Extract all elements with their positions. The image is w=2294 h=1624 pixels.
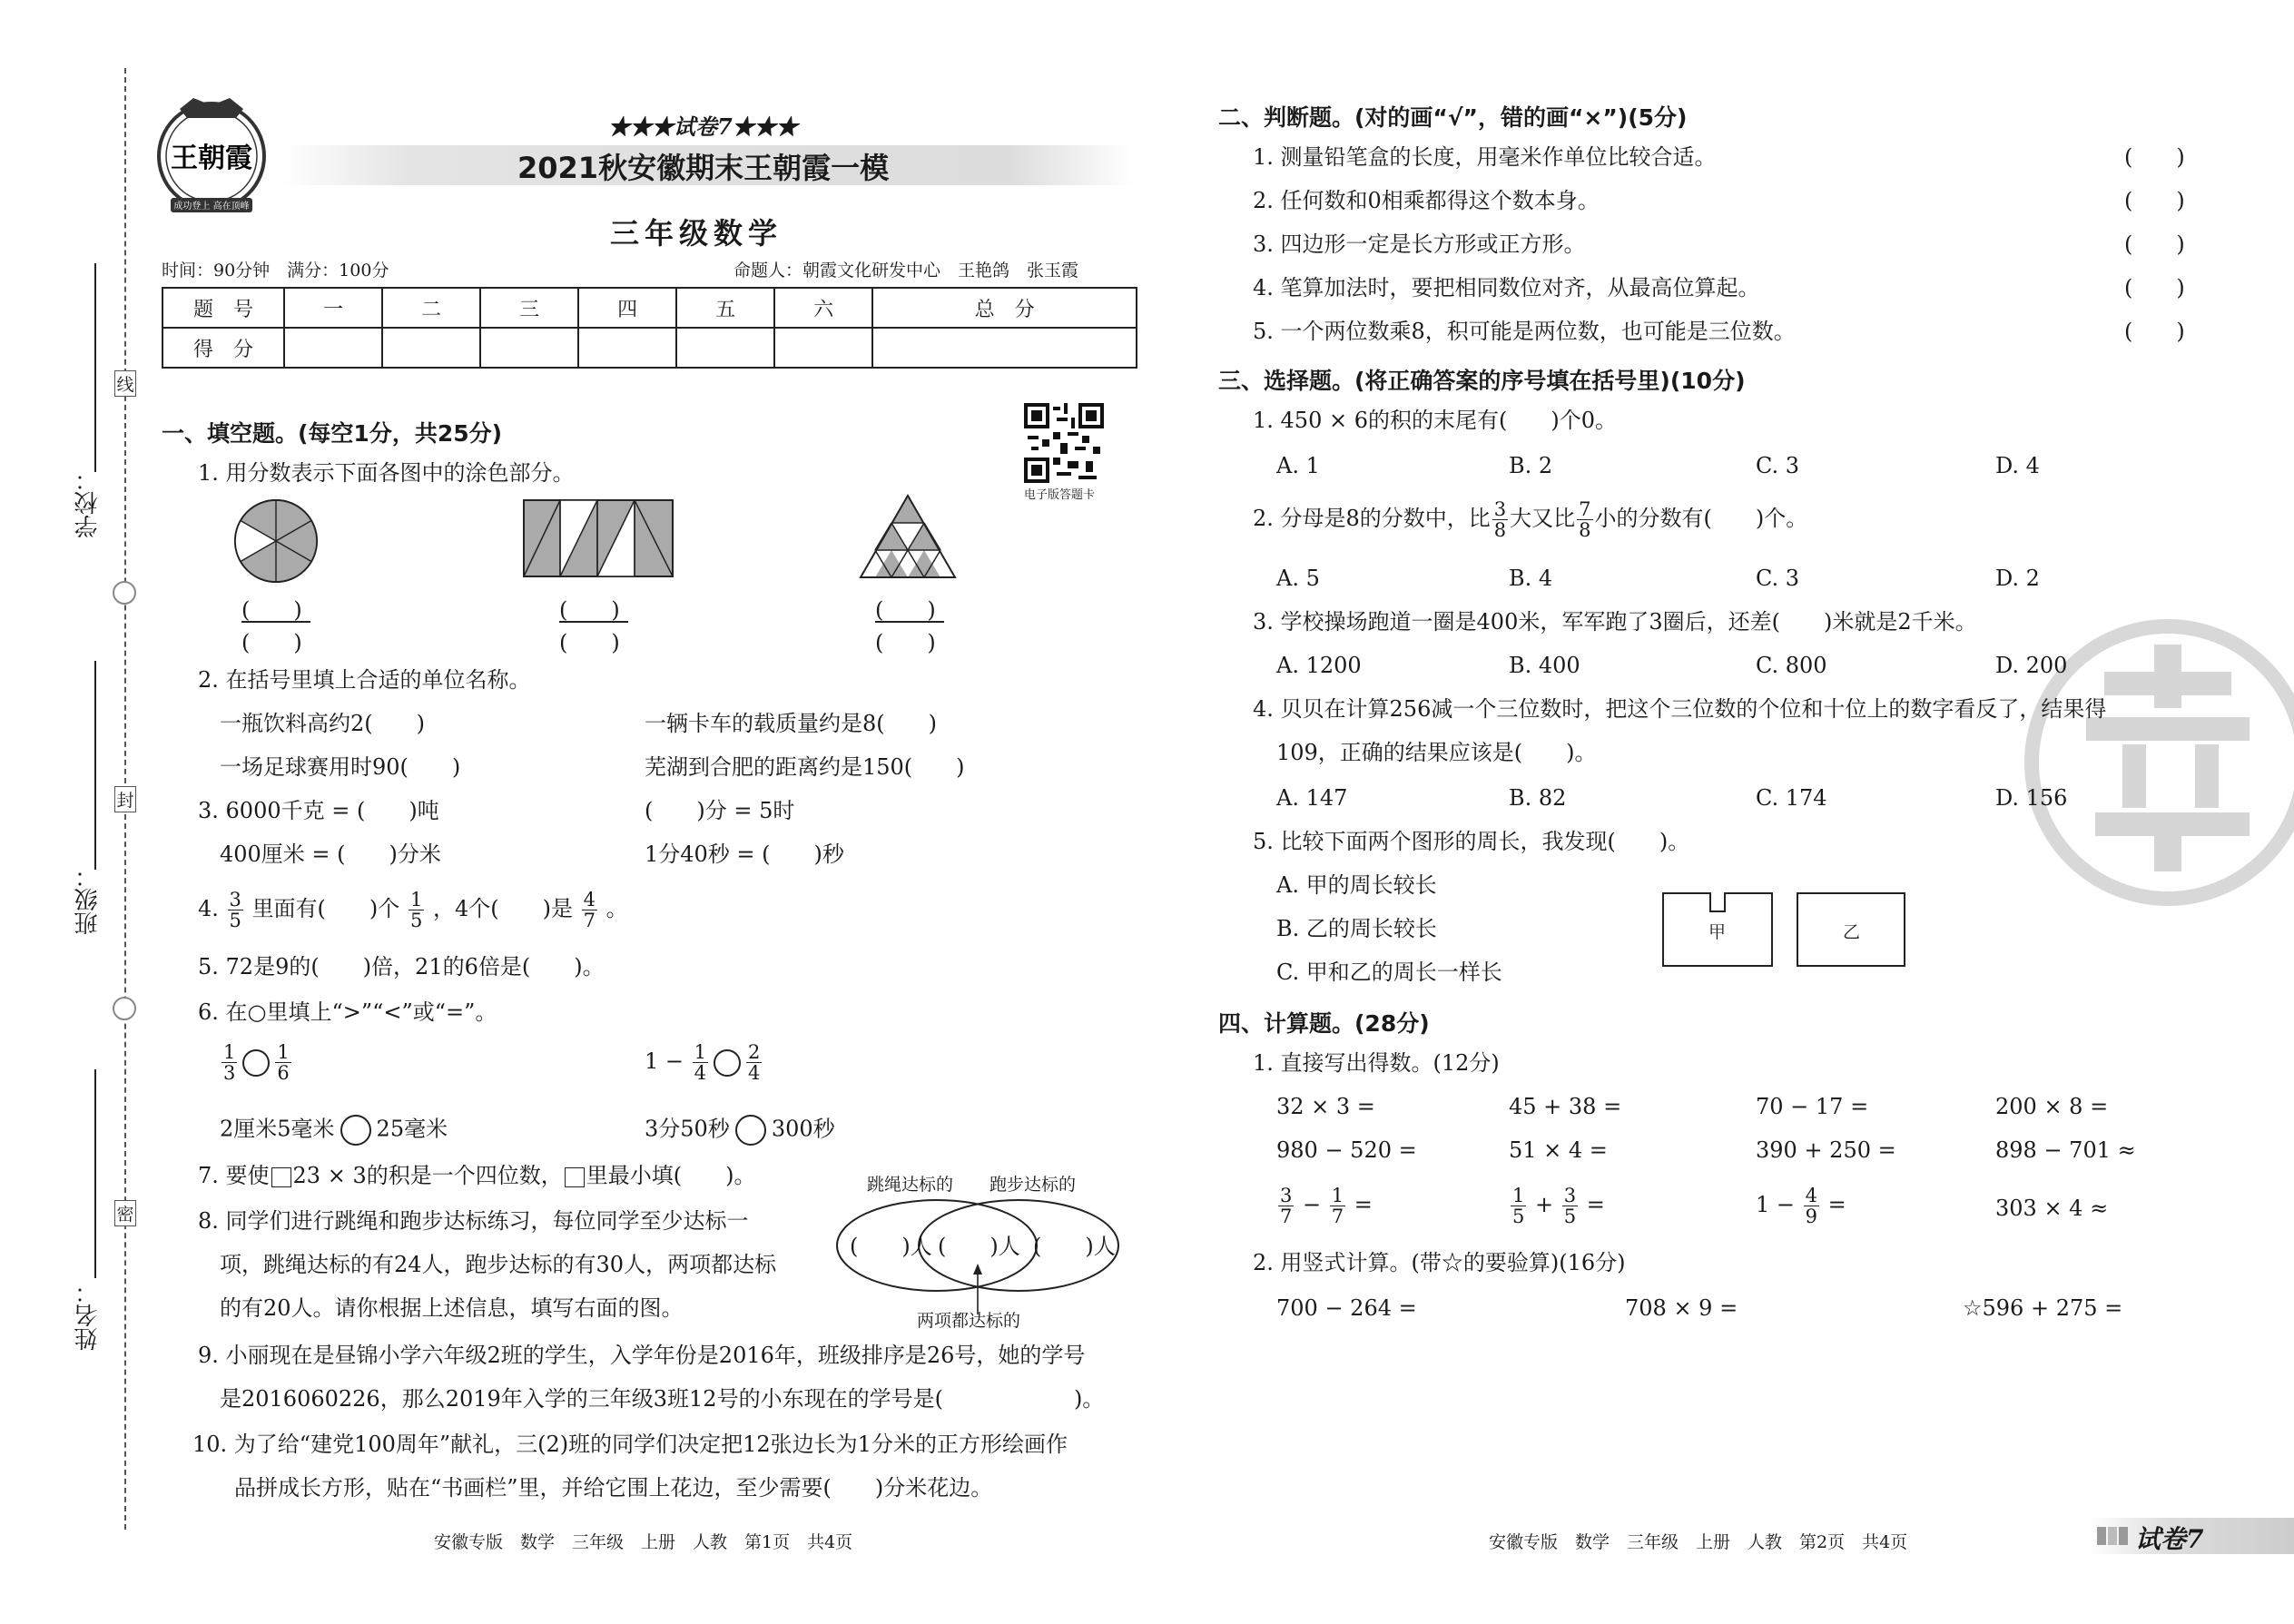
section4-title: 四、计算题。(28分)	[1218, 1010, 1430, 1037]
qr-caption: 电子版答题卡	[1024, 488, 1096, 502]
compare-circle[interactable]	[714, 1049, 741, 1077]
s3-option[interactable]: B. 400	[1509, 653, 1580, 678]
q2-text: 小的分数有( )个。	[1594, 506, 1808, 531]
s3-option[interactable]: C. 174	[1756, 785, 1827, 811]
footer-left: 安徽专版 数学 三年级 上册 人教 第1页 共4页	[434, 1532, 853, 1552]
fraction-line	[241, 621, 310, 623]
compare-left: 3分50秒	[645, 1116, 730, 1142]
s3-q1[interactable]: 1. 450 × 6的积的末尾有( )个0。	[1253, 408, 1617, 433]
s1-q2d[interactable]: 芜湖到合肥的距离约是150( )	[645, 754, 965, 780]
vertical-calc-item[interactable]: 708 × 9 =	[1625, 1295, 1738, 1321]
logo-emblem	[153, 91, 271, 218]
s1-q2: 2. 在括号里填上合适的单位名称。	[198, 667, 531, 693]
score-cell: 三	[480, 288, 578, 328]
triangle-figure	[859, 494, 957, 579]
series-label: ★★★试卷7★★★	[608, 113, 798, 140]
s1-q10-line2[interactable]: 品拼成长方形，贴在“书画栏”里，并给它围上花边，至少需要( )分米花边。	[234, 1475, 993, 1501]
vertical-calc-item[interactable]: 700 − 264 =	[1276, 1295, 1417, 1321]
shape-a-label: 甲	[1708, 922, 1727, 942]
q4-number: 4.	[198, 896, 219, 921]
score-cell: 五	[676, 288, 774, 328]
perimeter-shapes	[1661, 890, 1906, 969]
venn-right-label: 跑步达标的	[989, 1175, 1077, 1195]
class-underline	[94, 661, 96, 870]
s4-q2: 2. 用竖式计算。(带☆的要验算)(16分)	[1253, 1250, 1626, 1275]
q2-text: 大又比	[1510, 506, 1576, 531]
section2-title: 二、判断题。(对的画“√”，错的画“×”)(5分)	[1218, 104, 1688, 131]
answer-denominator[interactable]: ( )	[875, 630, 936, 655]
fraction: $\frac{7}{8}$	[1579, 498, 1591, 541]
compare-left: 2厘米5毫米	[220, 1116, 335, 1142]
compare-circle[interactable]	[242, 1049, 270, 1077]
venn-bottom-label: 两项都达标的	[917, 1311, 1021, 1331]
s3-option[interactable]: C. 3	[1756, 566, 1800, 591]
answer-numerator[interactable]: ( )	[559, 597, 620, 623]
fraction: $\frac{3}{7}$	[1280, 1185, 1293, 1227]
score-table-score-row	[162, 328, 1137, 368]
venn-left-cell[interactable]: ( )人	[850, 1234, 932, 1259]
q4-text: ，4个( )是	[432, 896, 573, 921]
s3-option[interactable]: B. 乙的周长较长	[1276, 916, 1437, 941]
s1-q8-line1: 8. 同学们进行跳绳和跑步达标练习，每位同学至少达标一	[198, 1208, 749, 1234]
calc-item[interactable]: 200 × 8 =	[1995, 1094, 2109, 1119]
s1-q8-line2: 项，跳绳达标的有24人，跑步达标的有30人，两项都达标	[220, 1252, 777, 1277]
name-label: 姓名：	[74, 1280, 102, 1351]
s3-q4-line1: 4. 贝贝在计算256减一个三位数时，把这个三位数的个位和十位上的数字看反了，结果得	[1253, 696, 2107, 722]
q7-text: 7. 要使	[198, 1163, 270, 1188]
s3-q2[interactable]	[1253, 499, 1807, 540]
fraction: $\frac{3}{5}$	[229, 889, 241, 931]
s1-q1: 1. 用分数表示下面各图中的涂色部分。	[198, 460, 575, 486]
s3-option[interactable]: B. 4	[1509, 566, 1553, 591]
fraction: $\frac{2}{4}$	[748, 1041, 761, 1084]
score-input-cell[interactable]	[382, 328, 480, 368]
s1-q4[interactable]	[198, 890, 628, 930]
s3-option[interactable]: C. 3	[1756, 453, 1800, 478]
answer-denominator[interactable]: ( )	[241, 630, 302, 655]
calc-item[interactable]	[1756, 1186, 1846, 1226]
section3-title: 三、选择题。(将正确答案的序号填在括号里)(10分)	[1218, 368, 1746, 394]
s1-q7[interactable]	[198, 1162, 755, 1189]
s2-item: 5. 一个两位数乘8，积可能是两位数，也可能是三位数。	[1253, 319, 1796, 344]
s1-q3c[interactable]: 400厘米 = ( )分米	[220, 842, 441, 867]
s3-option[interactable]: A. 1200	[1276, 653, 1362, 678]
blank-square	[271, 1167, 291, 1187]
s3-option[interactable]: B. 2	[1509, 453, 1553, 478]
s3-option[interactable]: B. 82	[1509, 785, 1567, 811]
authors: 命题人：朝霞文化研发中心 王艳鸽 张玉霞	[733, 261, 1079, 281]
footer-badge: 试卷7	[2135, 1524, 2204, 1554]
s1-q6d[interactable]	[645, 1115, 835, 1146]
s2-item: 2. 任何数和0相乘都得这个数本身。	[1253, 188, 1600, 213]
calc-item[interactable]: 45 + 38 =	[1509, 1094, 1622, 1119]
s3-option[interactable]: A. 1	[1276, 453, 1320, 478]
fraction: $\frac{1}{5}$	[1512, 1185, 1525, 1227]
score-cell: 二	[382, 288, 480, 328]
q4-text: 。	[605, 896, 628, 921]
school-underline	[94, 263, 96, 472]
s1-q6c[interactable]	[220, 1115, 448, 1146]
q4-text: 里面有( )个	[251, 896, 400, 921]
score-cell: 一	[284, 288, 382, 328]
s1-q3b[interactable]: ( )分 = 5时	[645, 798, 795, 823]
s1-q2b[interactable]: 一辆卡车的载质量约是8( )	[645, 711, 937, 736]
s1-q9-line1: 9. 小丽现在是昼锦小学六年级2班的学生，入学年份是2016年，班级排序是26号，她的学号	[198, 1343, 1086, 1368]
circle-figure	[232, 497, 320, 585]
s3-option[interactable]: C. 800	[1756, 653, 1827, 678]
venn-middle-cell[interactable]: ( )人	[938, 1234, 1020, 1259]
calc-item[interactable]	[1276, 1186, 1373, 1226]
s4-q1: 1. 直接写出得数。(12分)	[1253, 1050, 1500, 1076]
venn-left-label: 跳绳达标的	[867, 1175, 954, 1195]
q7-text: 里最小填( )。	[586, 1163, 756, 1188]
binding-dot-icon	[113, 997, 136, 1020]
fraction: $\frac{1}{4}$	[694, 1041, 707, 1084]
calc-item[interactable]: 51 × 4 =	[1509, 1137, 1608, 1163]
s2-item: 1. 测量铅笔盒的长度，用毫米作单位比较合适。	[1253, 144, 1717, 170]
class-label: 班级：	[74, 864, 102, 935]
fraction: $\frac{3}{8}$	[1493, 498, 1507, 541]
operator: +	[1535, 1192, 1554, 1217]
score-cell: 题 号	[162, 288, 284, 328]
logo-motto: 成功登上 高在顶峰	[173, 202, 250, 212]
s3-q5[interactable]: 5. 比较下面两个图形的周长，我发现( )。	[1253, 829, 1690, 854]
answer-numerator[interactable]: ( )	[875, 597, 936, 623]
fraction: $\frac{1}{7}$	[1331, 1185, 1344, 1227]
fraction: $\frac{4}{9}$	[1805, 1185, 1818, 1227]
binding-dot-icon	[113, 581, 136, 605]
s2-item: 3. 四边形一定是长方形或正方形。	[1253, 231, 1586, 257]
s3-option[interactable]: C. 甲和乙的周长一样长	[1276, 960, 1502, 985]
calc-item[interactable]: 70 − 17 =	[1756, 1094, 1869, 1119]
s3-option[interactable]: D. 4	[1995, 453, 2040, 478]
score-cell: 总 分	[872, 288, 1137, 328]
shape-b-label: 乙	[1843, 922, 1861, 942]
s3-option[interactable]: A. 5	[1276, 566, 1320, 591]
s1-q5[interactable]: 5. 72是9的( )倍，21的6倍是( )。	[198, 954, 605, 979]
score-table-header-row	[162, 288, 1137, 328]
score-input-cell[interactable]	[676, 328, 774, 368]
vertical-calc-item[interactable]: ☆596 + 275 =	[1963, 1295, 2123, 1321]
s3-option[interactable]: A. 147	[1276, 785, 1348, 811]
s2-answer[interactable]: ( )	[2124, 144, 2185, 170]
s3-q4-line2[interactable]: 109，正确的结果应该是( )。	[1276, 740, 1597, 765]
venn-right-cell[interactable]: ( )人	[1033, 1234, 1116, 1259]
fraction-line	[559, 621, 628, 623]
s1-q10-line1: 10. 为了给“建党100周年”献礼，三(2)班的同学们决定把12张边长为1分米的正方形绘画作	[192, 1432, 1068, 1457]
exam-title: 2021秋安徽期末王朝霞一模	[517, 151, 890, 185]
logo-text: 王朝霞	[171, 143, 252, 174]
binding-mark-line: 线	[114, 370, 136, 397]
s1-q3a[interactable]: 3. 6000千克 = ( )吨	[198, 798, 439, 823]
binding-mark-seal: 封	[114, 786, 136, 812]
name-underline	[94, 1069, 96, 1278]
qr-code[interactable]	[1024, 403, 1104, 483]
minus-text: 1 −	[645, 1048, 684, 1074]
fraction: $\frac{1}{5}$	[409, 889, 423, 931]
compare-circle[interactable]	[735, 1115, 766, 1146]
s1-q8-line3: 的有20人。请你根据上述信息，填写右面的图。	[220, 1295, 684, 1321]
score-cell: 六	[774, 288, 872, 328]
s3-option[interactable]: D. 200	[1995, 653, 2068, 678]
footer-right: 安徽专版 数学 三年级 上册 人教 第2页 共4页	[1489, 1532, 1908, 1552]
calc-item[interactable]: 32 × 3 =	[1276, 1094, 1375, 1119]
operator: −	[1303, 1192, 1322, 1217]
fraction: $\frac{3}{5}$	[1563, 1185, 1577, 1227]
operator: 1 −	[1756, 1192, 1796, 1217]
s2-answer[interactable]: ( )	[2124, 231, 2185, 257]
subject-title: 三年级数学	[610, 216, 783, 251]
score-input-cell[interactable]	[774, 328, 872, 368]
calc-item[interactable]	[1509, 1186, 1605, 1226]
s1-q6a[interactable]	[220, 1042, 293, 1083]
s3-option[interactable]: D. 2	[1995, 566, 2040, 591]
s3-option[interactable]: A. 甲的周长较长	[1276, 872, 1437, 898]
time-score: 时间：90分钟 满分：100分	[162, 261, 389, 281]
s2-answer[interactable]: ( )	[2124, 319, 2185, 344]
score-input-cell[interactable]	[872, 328, 1137, 368]
compare-circle[interactable]	[340, 1115, 371, 1146]
s1-q6b[interactable]	[645, 1042, 763, 1083]
rectangle-figure	[523, 499, 674, 577]
score-input-cell[interactable]	[578, 328, 676, 368]
score-table	[162, 287, 1137, 369]
s1-q2a[interactable]: 一瓶饮料高约2( )	[220, 711, 425, 736]
calc-item[interactable]: 898 − 701 ≈	[1995, 1137, 2136, 1163]
s1-q9-line2[interactable]: 是2016060226，那么2019年入学的三年级3班12号的小东现在的学号是( )。	[220, 1386, 1105, 1412]
fraction-line	[875, 621, 944, 623]
operator: =	[1354, 1192, 1373, 1217]
section1-title: 一、填空题。(每空1分，共25分)	[162, 420, 503, 447]
calc-item[interactable]: 303 × 4 ≈	[1995, 1196, 2109, 1221]
answer-numerator[interactable]: ( )	[241, 597, 302, 623]
answer-denominator[interactable]: ( )	[559, 630, 620, 655]
calc-item[interactable]: 390 + 250 =	[1756, 1137, 1896, 1163]
fraction: $\frac{1}{3}$	[223, 1041, 236, 1084]
score-input-cell[interactable]	[284, 328, 382, 368]
school-label: 学校：	[74, 468, 102, 538]
footer-badge-squares-icon	[2097, 1527, 2128, 1545]
score-label-cell: 得 分	[162, 328, 284, 368]
fraction: $\frac{4}{7}$	[583, 889, 596, 931]
s1-q6: 6. 在○里填上“>”“<”或“=”。	[198, 999, 497, 1025]
q2-text: 2. 分母是8的分数中，比	[1253, 506, 1491, 531]
calc-item[interactable]: 980 − 520 =	[1276, 1137, 1417, 1163]
s1-q2c[interactable]: 一场足球赛用时90( )	[220, 754, 461, 780]
s2-answer[interactable]: ( )	[2124, 275, 2185, 300]
operator: =	[1586, 1192, 1605, 1217]
s3-option[interactable]: D. 156	[1995, 785, 2068, 811]
s1-q3d[interactable]: 1分40秒 = ( )秒	[645, 842, 844, 867]
binding-mark-secret: 密	[114, 1200, 136, 1226]
s2-item: 4. 笔算加法时，要把相同数位对齐，从最高位算起。	[1253, 275, 1760, 300]
fraction: $\frac{1}{6}$	[277, 1041, 290, 1084]
compare-right: 300秒	[771, 1116, 835, 1142]
operator: =	[1827, 1192, 1846, 1217]
s3-q3[interactable]: 3. 学校操场跑道一圈是400米，军军跑了3圈后，还差( )米就是2千米。	[1253, 609, 1977, 635]
q7-text: 23 × 3的积是一个四位数，	[292, 1163, 563, 1188]
blank-square	[565, 1167, 585, 1187]
compare-right: 25毫米	[376, 1116, 448, 1142]
score-input-cell[interactable]	[480, 328, 578, 368]
score-cell: 四	[578, 288, 676, 328]
s2-answer[interactable]: ( )	[2124, 188, 2185, 213]
